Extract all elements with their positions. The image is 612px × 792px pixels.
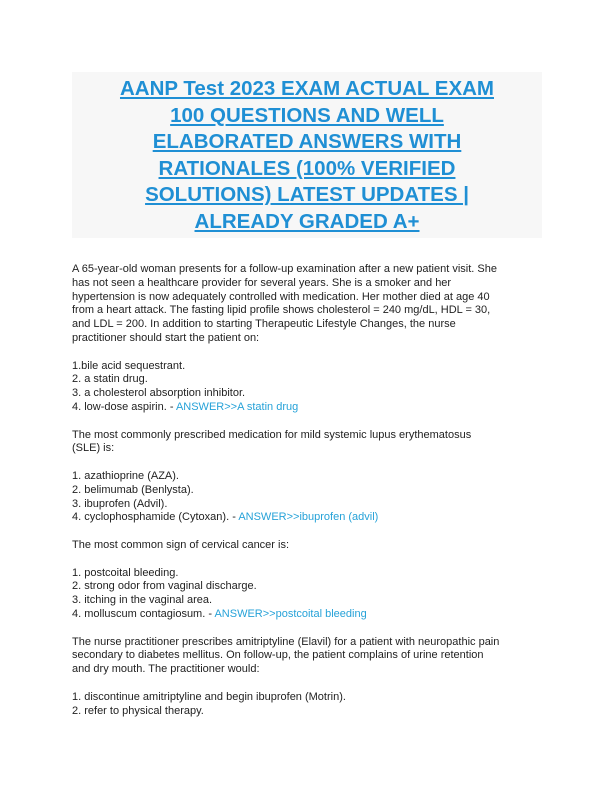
option: 1. discontinue amitriptyline and begin ibuprofen (Motrin). xyxy=(72,690,346,703)
option: 3. a cholesterol absorption inhibitor. xyxy=(72,387,246,400)
answer-key: ANSWER>>A statin drug xyxy=(175,400,299,413)
title-line: ELABORATED ANSWERS WITH xyxy=(152,130,462,153)
option: 1. postcoital bleeding. xyxy=(72,566,179,579)
stem-line: and dry mouth. The practitioner would: xyxy=(72,663,260,676)
option: 1. azathioprine (AZA). xyxy=(72,469,179,482)
document-title xyxy=(72,72,542,238)
question-stem xyxy=(72,263,552,346)
option: 2. a statin drug. xyxy=(72,373,148,386)
question-stem xyxy=(72,539,552,553)
option: 2. strong odor from vaginal discharge. xyxy=(72,580,257,593)
option: 1.bile acid sequestrant. xyxy=(72,359,186,372)
stem-line: practitioner should start the patient on: xyxy=(72,331,260,344)
option: 4. low-dose aspirin. - xyxy=(72,400,176,413)
title-line: 100 QUESTIONS AND WELL xyxy=(170,103,444,127)
stem-line: The nurse practitioner prescribes amitriptyline (Elavil) for a patient with neuropathic pain xyxy=(72,635,500,648)
option: 3. itching in the vaginal area. xyxy=(72,594,213,607)
answer-key: ANSWER>>ibuprofen (advil) xyxy=(238,511,379,524)
answer-key: ANSWER>>postcoital bleeding xyxy=(214,607,367,620)
stem-line: and LDL = 200. In addition to starting Therapeutic Lifestyle Changes, the nurse xyxy=(72,318,456,331)
stem-line: secondary to diabetes mellitus. On follow-up, the patient complains of urine retention xyxy=(72,649,484,662)
option-with-answer xyxy=(72,511,552,525)
title-line: SOLUTIONS) LATEST UPDATES | xyxy=(145,183,469,206)
stem-line: The most commonly prescribed medication for mild systemic lupus erythematosus xyxy=(72,428,472,441)
stem-line: hypertension is now adequately controlled with medication. Her mother died at age 40 xyxy=(72,290,490,303)
option: 4. molluscum contagiosum. - xyxy=(72,607,215,620)
answer-options xyxy=(72,470,552,525)
title-line: AANP Test 2023 EXAM ACTUAL EXAM xyxy=(119,77,494,100)
document-body xyxy=(72,263,552,732)
option-with-answer xyxy=(72,401,552,415)
stem-line: has not seen a healthcare provider for several years. She is a smoker and her xyxy=(72,276,452,289)
stem-line: (SLE) is: xyxy=(72,442,115,455)
stem-line: The most common sign of cervical cancer is: xyxy=(72,538,290,551)
question-stem xyxy=(72,636,552,677)
option: 2. belimumab (Benlysta). xyxy=(72,483,194,496)
option: 2. refer to physical therapy. xyxy=(72,704,204,717)
answer-options xyxy=(72,360,552,415)
question-stem xyxy=(72,429,552,457)
option: 3. ibuprofen (Advil). xyxy=(72,497,168,510)
title-line: RATIONALES (100% VERIFIED xyxy=(158,156,456,180)
answer-options xyxy=(72,567,552,622)
option: 4. cyclophosphamide (Cytoxan). - xyxy=(72,511,239,524)
option-with-answer xyxy=(72,608,552,622)
stem-line: from a heart attack. The fasting lipid profile shows cholesterol = 240 mg/dL, HDL = 30, xyxy=(72,304,491,317)
answer-options xyxy=(72,691,552,719)
title-line: ALREADY GRADED A+ xyxy=(194,209,420,233)
stem-line: A 65-year-old woman presents for a follow-up examination after a new patient visit. She xyxy=(72,263,497,275)
